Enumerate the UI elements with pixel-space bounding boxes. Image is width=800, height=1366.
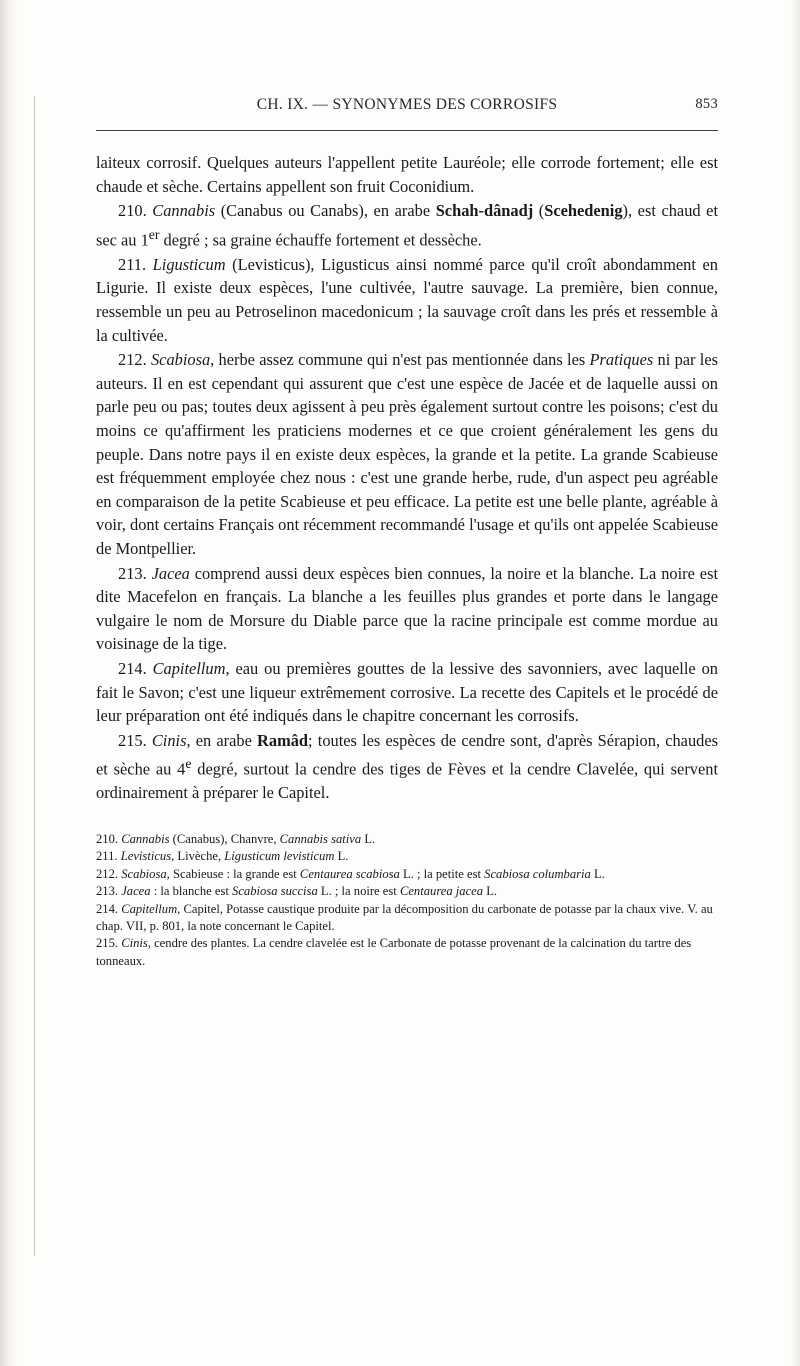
running-head-title: CH. IX. — SYNONYMES DES CORROSIFS [256,96,558,113]
page-number: 853 [695,96,718,112]
footnote-213: 213. Jacea : la blanche est Scabiosa succisa L. ; la noire est Centaurea jacea L. [96,884,498,899]
footnote-214: 214. Capitellum, Capitel, Potasse caustique produite par la décomposition du carbonate de potasse par la chaux vive. V. au chap. VII, p. 801, la note concernant le Capitel. [96,901,713,933]
paragraph-214: 214. Capitellum, eau ou premières gouttes de la lessive des savonniers, avec laquelle on fait le Savon; c'est une liqueur extrêmement corrosive. La recette des Capitels et le procédé de leur préparation ont été indiqués dans le chapitre concernant les corrosifs. [96,658,718,726]
paragraph-215: 215. Cinis, en arabe Ramâd; toutes les espèces de cendre sont, d'après Sérapion, chaudes et sèche au 4e degré, surtout la cendre des tiges de Fèves et la cendre Clavelée, qui servent ordinairement à préparer le Capitel. [96,730,719,803]
paragraph-laiteux: laiteux corrosif. Quelques auteurs l'appellent petite Lauréole; elle corrode fortement; elle est chaude et sèche. Certains appellent son fruit Coconidium. [96,153,718,196]
footnotes [96,831,718,970]
paragraph-213: 213. Jacea comprend aussi deux espèces bien connues, la noire et la blanche. La noire est dite Macefelon en français. La blanche a les feuilles plus grandes et porte dans le langage vulgaire le nom de Morsure du Diable parce que la racine principale est comme mordue au voisinage de la tige. [96,563,719,654]
body-text [96,151,718,805]
header-rule [96,130,718,131]
footnote-212: 212. Scabiosa, Scabieuse : la grande est Centaurea scabiosa L. ; la petite est Scabiosa columbaria L. [96,866,605,881]
page-left-shadow [0,0,18,1366]
footnote-211: 211. Levisticus, Livèche, Ligusticum levisticum L. [96,849,349,864]
page-right-shadow [790,0,800,1366]
running-head [96,96,718,126]
paragraph-211: 211. Ligusticum (Levisticus), Ligusticus ainsi nommé parce qu'il croît abondamment en Ligurie. Il existe deux espèces, l'une cultivée, l'autre sauvage. La première, bien connue, ressemble un peu au Petroselinon macedonicum ; la sauvage croît dans les prés et ressemble à la cultivée. [96,254,718,345]
paragraph-212: 212. Scabiosa, herbe assez commune qui n'est pas mentionnée dans les Pratiques ni par les auteurs. Il en est cependant qui assurent que c'est une espèce de Jacée et de laquelle aussi on parle peu ou pas; toutes deux agissent à peu près également surtout contre les poisons; c'est du moins ce qu'affirment les praticiens modernes et ce que croient généralement les gens du peuple. Dans notre pays il en existe deux espèces, la grande et la petite. La grande Scabieuse est fréquemment employée chez nous : c'est une grande herbe, rude, d'un aspect peu agréable en comparaison de la petite Scabieuse et peu efficace. La petite est une belle plante, agréable à voir, dont certains Français ont récemment recommandé l'usage et qu'ils ont appelée Scabieuse de Montpellier. [96,350,719,558]
page-content [96,96,718,970]
footnote-210: 210. Cannabis (Canabus), Chanvre, Cannabis sativa L. [96,831,376,846]
page-margin-rule [34,96,35,1256]
footnote-215: 215. Cinis, cendre des plantes. La cendre clavelée est le Carbonate de potasse provenant de la calcination du tartre des tonneaux. [96,936,692,968]
paragraph-210: 210. Cannabis (Canabus ou Canabs), en arabe Schah-dânadj (Scehedenig), est chaud et sec au 1er degré ; sa graine échauffe fortement et dessèche. [96,201,719,250]
